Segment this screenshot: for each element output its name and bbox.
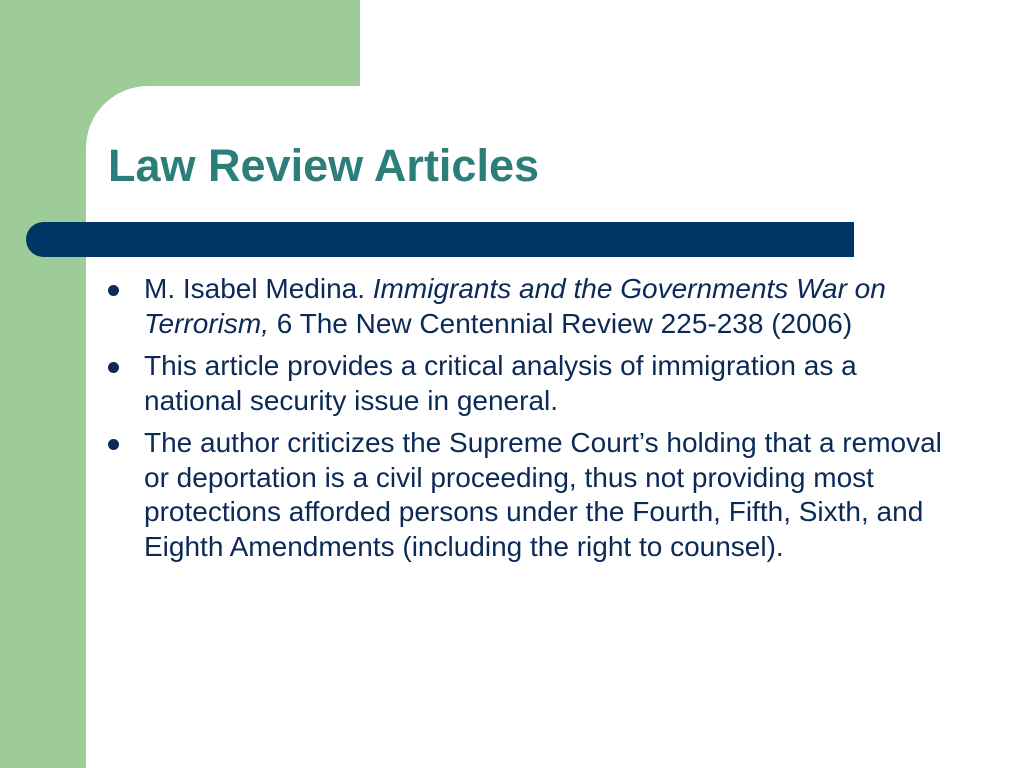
bullet-item-summary [106,349,956,418]
bullet-icon [108,362,119,373]
bullet-icon [108,439,119,450]
slide-title: Law Review Articles [108,140,540,191]
bullet-item-citation [106,272,956,341]
bullet-item-criticism [106,426,956,564]
summary-text: This article provides a critical analysis of immigration as a national security issue in general. [144,350,857,416]
title-rule-bar [26,222,854,257]
bullet-icon [108,285,119,296]
citation-article-title: Immigrants and the Governments War on Terrorism, [144,273,886,339]
citation-source: 6 The New Centennial Review 225-238 (2006) [268,307,853,339]
bullet-list [106,272,956,572]
criticism-text: The author criticizes the Supreme Court’s holding that a removal or deportation is a civil proceeding, thus not providing most protections afforded persons under the Fourth, Fifth, Sixth, and Eighth Amendments (including the right to counsel). [144,427,942,562]
citation-author: M. Isabel Medina. [144,273,373,304]
citation-text [144,273,886,339]
